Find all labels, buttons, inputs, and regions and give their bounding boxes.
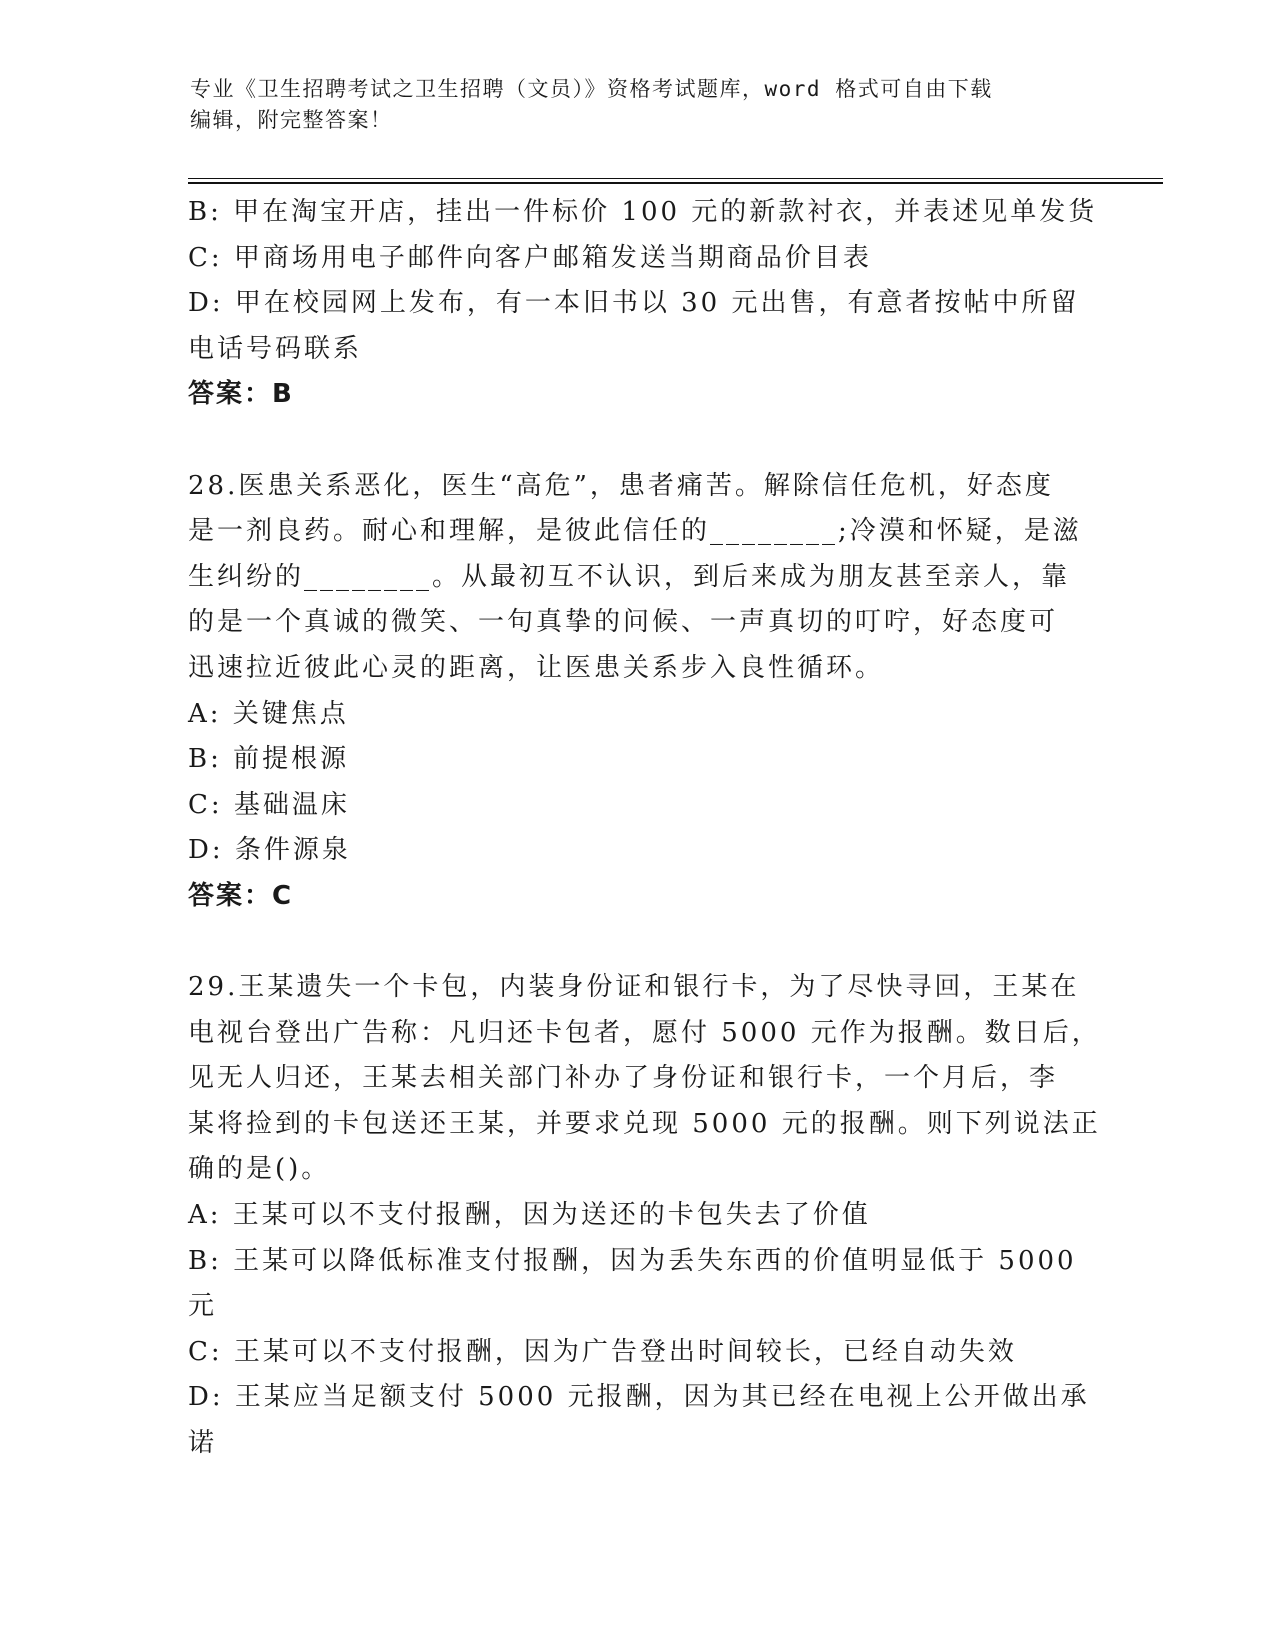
q27-option-d-line-1: D: 甲在校园网上发布，有一本旧书以 30 元出售，有意者按帖中所留 bbox=[188, 288, 1080, 319]
question-29 bbox=[188, 965, 1101, 1467]
question-content bbox=[188, 190, 1101, 1467]
q27-option-b: B: 甲在淘宝开店，挂出一件标价 100 元的新款衬衣，并表述见单发货 bbox=[188, 197, 1098, 227]
q28-stem-line-1: 28.医患关系恶化，医生“高危”，患者痛苦。解除信任危机，好态度 bbox=[188, 470, 1054, 501]
document-header bbox=[190, 74, 1090, 136]
q29-stem-line-4: 某将捡到的卡包送还王某，并要求兑现 5000 元的报酬。则下列说法正 bbox=[188, 1108, 1101, 1139]
q29-option-d-line-1: D: 王某应当足额支付 5000 元报酬，因为其已经在电视上公开做出承 bbox=[188, 1382, 1090, 1413]
q29-stem-line-5: 确的是()。 bbox=[188, 1154, 331, 1185]
q27-answer: 答案：B bbox=[188, 379, 294, 410]
q28-stem-line-3: 生纠纷的________。从最初互不认识，到后来成为朋友甚至亲人，靠 bbox=[188, 561, 1071, 592]
q28-stem-line-4: 的是一个真诚的微笑、一句真挚的问候、一声真切的叮咛，好态度可 bbox=[188, 607, 1059, 638]
q27-option-c: C: 甲商场用电子邮件向客户邮箱发送当期商品价目表 bbox=[188, 242, 872, 273]
q29-stem-line-3: 见无人归还，王某去相关部门补办了身份证和银行卡，一个月后，李 bbox=[188, 1063, 1059, 1094]
q28-stem-line-5: 迅速拉近彼此心灵的距离，让医患关系步入良性循环。 bbox=[188, 652, 885, 683]
q28-answer: 答案：C bbox=[188, 880, 294, 911]
header-line-2: 编辑，附完整答案！ bbox=[190, 108, 393, 132]
q28-option-a: A: 关键焦点 bbox=[188, 698, 349, 729]
q29-option-a: A: 王某可以不支付报酬，因为送还的卡包失去了价值 bbox=[188, 1200, 871, 1231]
header-divider-thick bbox=[188, 182, 1163, 184]
q29-option-d-line-2: 诺 bbox=[188, 1428, 218, 1459]
q28-option-d: D: 条件源泉 bbox=[188, 835, 351, 866]
header-divider-thin bbox=[188, 178, 1163, 179]
question-27-tail bbox=[188, 190, 1098, 418]
spacer bbox=[188, 920, 1088, 966]
q29-stem-line-2: 电视台登出广告称：凡归还卡包者，愿付 5000 元作为报酬。数日后， bbox=[188, 1017, 1101, 1048]
q28-stem-line-2: 是一剂良药。耐心和理解，是彼此信任的________;冷漠和怀疑，是滋 bbox=[188, 516, 1082, 547]
q29-option-b-line-2: 元 bbox=[188, 1291, 218, 1322]
question-28 bbox=[188, 464, 1088, 920]
header-line-1: 专业《卫生招聘考试之卫生招聘（文员）》资格考试题库，word 格式可自由下载 bbox=[190, 77, 993, 101]
q28-option-c: C: 基础温床 bbox=[188, 789, 350, 820]
q27-option-d-line-2: 电话号码联系 bbox=[188, 333, 363, 364]
q28-option-b: B: 前提根源 bbox=[188, 744, 350, 775]
q29-option-c: C: 王某可以不支付报酬，因为广告登出时间较长，已经自动失效 bbox=[188, 1336, 1017, 1367]
q29-stem-line-1: 29.王某遗失一个卡包，内装身份证和银行卡，为了尽快寻回，王某在 bbox=[188, 972, 1080, 1003]
q29-option-b-line-1: B: 王某可以降低标准支付报酬，因为丢失东西的价值明显低于 5000 bbox=[188, 1245, 1077, 1276]
spacer bbox=[188, 418, 1088, 464]
